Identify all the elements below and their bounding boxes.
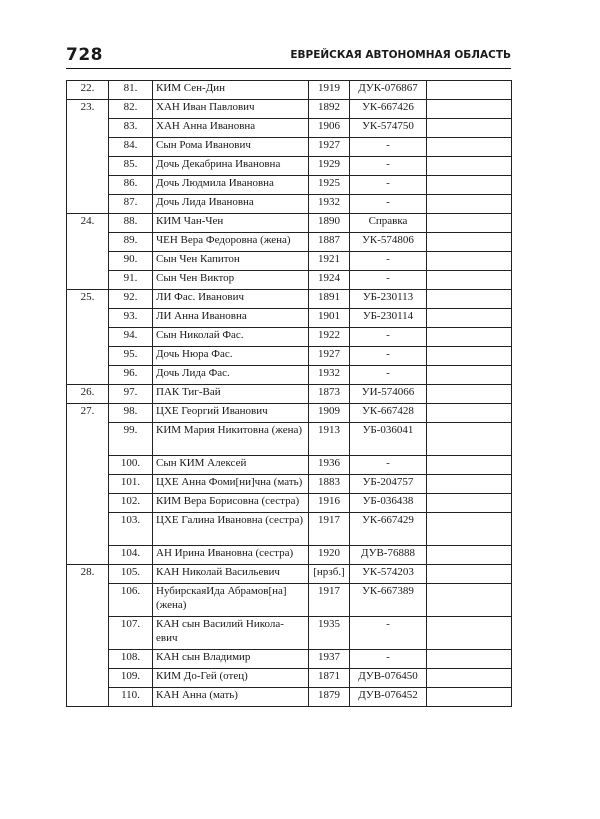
person-name: КИМ Мария Никитовна (жена) bbox=[153, 423, 309, 456]
person-name: ЦХЕ Георгий Иванович bbox=[153, 404, 309, 423]
document-number: ДУВ-76888 bbox=[350, 546, 427, 565]
document-number: УБ-036438 bbox=[350, 494, 427, 513]
table-row bbox=[67, 456, 512, 475]
birth-year: 1919 bbox=[309, 81, 350, 100]
birth-year: 1927 bbox=[309, 347, 350, 366]
table-row bbox=[67, 565, 512, 584]
person-number: 81. bbox=[109, 81, 153, 100]
empty-cell bbox=[427, 195, 512, 214]
document-number: - bbox=[350, 138, 427, 157]
person-number: 107. bbox=[109, 617, 153, 650]
person-name: ЦХЕ Галина Ивановна (сестра) bbox=[153, 513, 309, 546]
person-name: ЦХЕ Анна Фоми[ни]чна (мать) bbox=[153, 475, 309, 494]
empty-cell bbox=[427, 688, 512, 707]
birth-year: 1890 bbox=[309, 214, 350, 233]
empty-cell bbox=[427, 138, 512, 157]
person-name: КАН Анна (мать) bbox=[153, 688, 309, 707]
table-row bbox=[67, 366, 512, 385]
document-number: УБ-230113 bbox=[350, 290, 427, 309]
table-row bbox=[67, 584, 512, 617]
empty-cell bbox=[427, 546, 512, 565]
table-row bbox=[67, 650, 512, 669]
person-number: 88. bbox=[109, 214, 153, 233]
birth-year: 1891 bbox=[309, 290, 350, 309]
person-name: ЛИ Анна Ивановна bbox=[153, 309, 309, 328]
table-row bbox=[67, 81, 512, 100]
person-name: КИМ Чан-Чен bbox=[153, 214, 309, 233]
person-number: 84. bbox=[109, 138, 153, 157]
table-row bbox=[67, 669, 512, 688]
person-number: 106. bbox=[109, 584, 153, 617]
table-row bbox=[67, 157, 512, 176]
person-number: 98. bbox=[109, 404, 153, 423]
table-row bbox=[67, 252, 512, 271]
empty-cell bbox=[427, 404, 512, 423]
birth-year: 1913 bbox=[309, 423, 350, 456]
document-number: - bbox=[350, 328, 427, 347]
person-name: Сын Чен Капитон bbox=[153, 252, 309, 271]
person-number: 87. bbox=[109, 195, 153, 214]
birth-year: 1921 bbox=[309, 252, 350, 271]
table-row bbox=[67, 119, 512, 138]
person-name: КАН Николай Васильевич bbox=[153, 565, 309, 584]
table-row bbox=[67, 138, 512, 157]
family-group-number: 24. bbox=[67, 214, 109, 290]
family-group-number: 25. bbox=[67, 290, 109, 385]
empty-cell bbox=[427, 617, 512, 650]
person-number: 92. bbox=[109, 290, 153, 309]
empty-cell bbox=[427, 271, 512, 290]
person-name: Дочь Лида Фас. bbox=[153, 366, 309, 385]
document-number: УК-574806 bbox=[350, 233, 427, 252]
person-number: 96. bbox=[109, 366, 153, 385]
birth-year: [нрзб.] bbox=[309, 565, 350, 584]
birth-year: 1925 bbox=[309, 176, 350, 195]
birth-year: 1901 bbox=[309, 309, 350, 328]
table-row bbox=[67, 290, 512, 309]
empty-cell bbox=[427, 565, 512, 584]
document-number: УК-667426 bbox=[350, 100, 427, 119]
document-number: - bbox=[350, 157, 427, 176]
person-name: ПАК Тиг-Вай bbox=[153, 385, 309, 404]
person-name: Сын Чен Виктор bbox=[153, 271, 309, 290]
person-name: ЧЕН Вера Федоровна (жена) bbox=[153, 233, 309, 252]
birth-year: 1873 bbox=[309, 385, 350, 404]
running-title: ЕВРЕЙСКАЯ АВТОНОМНАЯ ОБЛАСТЬ bbox=[290, 49, 511, 61]
table-row bbox=[67, 309, 512, 328]
document-number: ДУВ-076452 bbox=[350, 688, 427, 707]
document-number: УК-667428 bbox=[350, 404, 427, 423]
document-number: УБ-036041 bbox=[350, 423, 427, 456]
birth-year: 1883 bbox=[309, 475, 350, 494]
birth-year: 1887 bbox=[309, 233, 350, 252]
document-number: УК-667429 bbox=[350, 513, 427, 546]
empty-cell bbox=[427, 456, 512, 475]
document-number: УК-667389 bbox=[350, 584, 427, 617]
document-number: Справка bbox=[350, 214, 427, 233]
person-number: 95. bbox=[109, 347, 153, 366]
document-number: - bbox=[350, 176, 427, 195]
birth-year: 1929 bbox=[309, 157, 350, 176]
table-row bbox=[67, 214, 512, 233]
empty-cell bbox=[427, 475, 512, 494]
empty-cell bbox=[427, 328, 512, 347]
table-row bbox=[67, 195, 512, 214]
document-number: УК-574203 bbox=[350, 565, 427, 584]
person-name: КАН сын Василий Никола-евич bbox=[153, 617, 309, 650]
birth-year: 1920 bbox=[309, 546, 350, 565]
table-row bbox=[67, 617, 512, 650]
person-number: 85. bbox=[109, 157, 153, 176]
person-name: Дочь Нюра Фас. bbox=[153, 347, 309, 366]
birth-year: 1871 bbox=[309, 669, 350, 688]
person-number: 104. bbox=[109, 546, 153, 565]
person-number: 105. bbox=[109, 565, 153, 584]
table-row bbox=[67, 328, 512, 347]
person-number: 99. bbox=[109, 423, 153, 456]
birth-year: 1906 bbox=[309, 119, 350, 138]
birth-year: 1892 bbox=[309, 100, 350, 119]
birth-year: 1924 bbox=[309, 271, 350, 290]
empty-cell bbox=[427, 309, 512, 328]
registry-body bbox=[67, 81, 512, 707]
table-row bbox=[67, 176, 512, 195]
birth-year: 1937 bbox=[309, 650, 350, 669]
document-number: УБ-204757 bbox=[350, 475, 427, 494]
person-number: 97. bbox=[109, 385, 153, 404]
document-number: - bbox=[350, 366, 427, 385]
person-number: 110. bbox=[109, 688, 153, 707]
person-number: 82. bbox=[109, 100, 153, 119]
person-name: Дочь Декабрина Ивановна bbox=[153, 157, 309, 176]
person-number: 101. bbox=[109, 475, 153, 494]
family-group-number: 26. bbox=[67, 385, 109, 404]
empty-cell bbox=[427, 81, 512, 100]
table-row bbox=[67, 494, 512, 513]
person-name: Дочь Лида Ивановна bbox=[153, 195, 309, 214]
person-number: 100. bbox=[109, 456, 153, 475]
table-row bbox=[67, 423, 512, 456]
document-number: - bbox=[350, 252, 427, 271]
empty-cell bbox=[427, 100, 512, 119]
birth-year: 1927 bbox=[309, 138, 350, 157]
empty-cell bbox=[427, 233, 512, 252]
person-number: 94. bbox=[109, 328, 153, 347]
table-row bbox=[67, 100, 512, 119]
empty-cell bbox=[427, 252, 512, 271]
person-number: 93. bbox=[109, 309, 153, 328]
empty-cell bbox=[427, 584, 512, 617]
person-number: 86. bbox=[109, 176, 153, 195]
table-row bbox=[67, 513, 512, 546]
birth-year: 1922 bbox=[309, 328, 350, 347]
document-number: ДУК-076867 bbox=[350, 81, 427, 100]
empty-cell bbox=[427, 214, 512, 233]
person-name: Дочь Людмила Ивановна bbox=[153, 176, 309, 195]
document-number: - bbox=[350, 347, 427, 366]
birth-year: 1879 bbox=[309, 688, 350, 707]
person-name: КАН сын Владимир bbox=[153, 650, 309, 669]
person-name: ХАН Анна Ивановна bbox=[153, 119, 309, 138]
page-number: 728 bbox=[66, 45, 103, 65]
person-name: КИМ Сен-Дин bbox=[153, 81, 309, 100]
registry-table bbox=[66, 80, 512, 707]
empty-cell bbox=[427, 347, 512, 366]
header-rule bbox=[66, 68, 511, 69]
empty-cell bbox=[427, 650, 512, 669]
page-header bbox=[66, 44, 511, 66]
person-number: 89. bbox=[109, 233, 153, 252]
table-row bbox=[67, 385, 512, 404]
person-name: Сын Николай Фас. bbox=[153, 328, 309, 347]
empty-cell bbox=[427, 669, 512, 688]
person-number: 90. bbox=[109, 252, 153, 271]
empty-cell bbox=[427, 157, 512, 176]
birth-year: 1932 bbox=[309, 195, 350, 214]
birth-year: 1935 bbox=[309, 617, 350, 650]
document-number: - bbox=[350, 456, 427, 475]
document-number: УК-574750 bbox=[350, 119, 427, 138]
empty-cell bbox=[427, 176, 512, 195]
document-number: ДУВ-076450 bbox=[350, 669, 427, 688]
empty-cell bbox=[427, 494, 512, 513]
person-number: 108. bbox=[109, 650, 153, 669]
birth-year: 1909 bbox=[309, 404, 350, 423]
table-row bbox=[67, 233, 512, 252]
empty-cell bbox=[427, 290, 512, 309]
table-row bbox=[67, 688, 512, 707]
family-group-number: 22. bbox=[67, 81, 109, 100]
person-name: ЛИ Фас. Иванович bbox=[153, 290, 309, 309]
document-number: - bbox=[350, 650, 427, 669]
person-name: ХАН Иван Павлович bbox=[153, 100, 309, 119]
empty-cell bbox=[427, 423, 512, 456]
birth-year: 1932 bbox=[309, 366, 350, 385]
birth-year: 1936 bbox=[309, 456, 350, 475]
document-number: УИ-574066 bbox=[350, 385, 427, 404]
table-row bbox=[67, 404, 512, 423]
person-name: Сын Рома Иванович bbox=[153, 138, 309, 157]
document-number: - bbox=[350, 617, 427, 650]
table-row bbox=[67, 271, 512, 290]
table-row bbox=[67, 546, 512, 565]
person-number: 109. bbox=[109, 669, 153, 688]
document-number: - bbox=[350, 271, 427, 290]
empty-cell bbox=[427, 366, 512, 385]
person-number: 83. bbox=[109, 119, 153, 138]
birth-year: 1916 bbox=[309, 494, 350, 513]
empty-cell bbox=[427, 385, 512, 404]
person-name: КИМ Вера Борисовна (сестра) bbox=[153, 494, 309, 513]
table-row bbox=[67, 347, 512, 366]
birth-year: 1917 bbox=[309, 584, 350, 617]
document-number: - bbox=[350, 195, 427, 214]
family-group-number: 27. bbox=[67, 404, 109, 565]
birth-year: 1917 bbox=[309, 513, 350, 546]
family-group-number: 28. bbox=[67, 565, 109, 707]
person-name: Сын КИМ Алексей bbox=[153, 456, 309, 475]
empty-cell bbox=[427, 513, 512, 546]
person-number: 102. bbox=[109, 494, 153, 513]
table-row bbox=[67, 475, 512, 494]
person-name: КИМ До-Гей (отец) bbox=[153, 669, 309, 688]
person-number: 91. bbox=[109, 271, 153, 290]
document-number: УБ-230114 bbox=[350, 309, 427, 328]
person-name: НубирскаяИда Абрамов[на] (жена) bbox=[153, 584, 309, 617]
person-name: АН Ирина Ивановна (сестра) bbox=[153, 546, 309, 565]
family-group-number: 23. bbox=[67, 100, 109, 214]
person-number: 103. bbox=[109, 513, 153, 546]
empty-cell bbox=[427, 119, 512, 138]
